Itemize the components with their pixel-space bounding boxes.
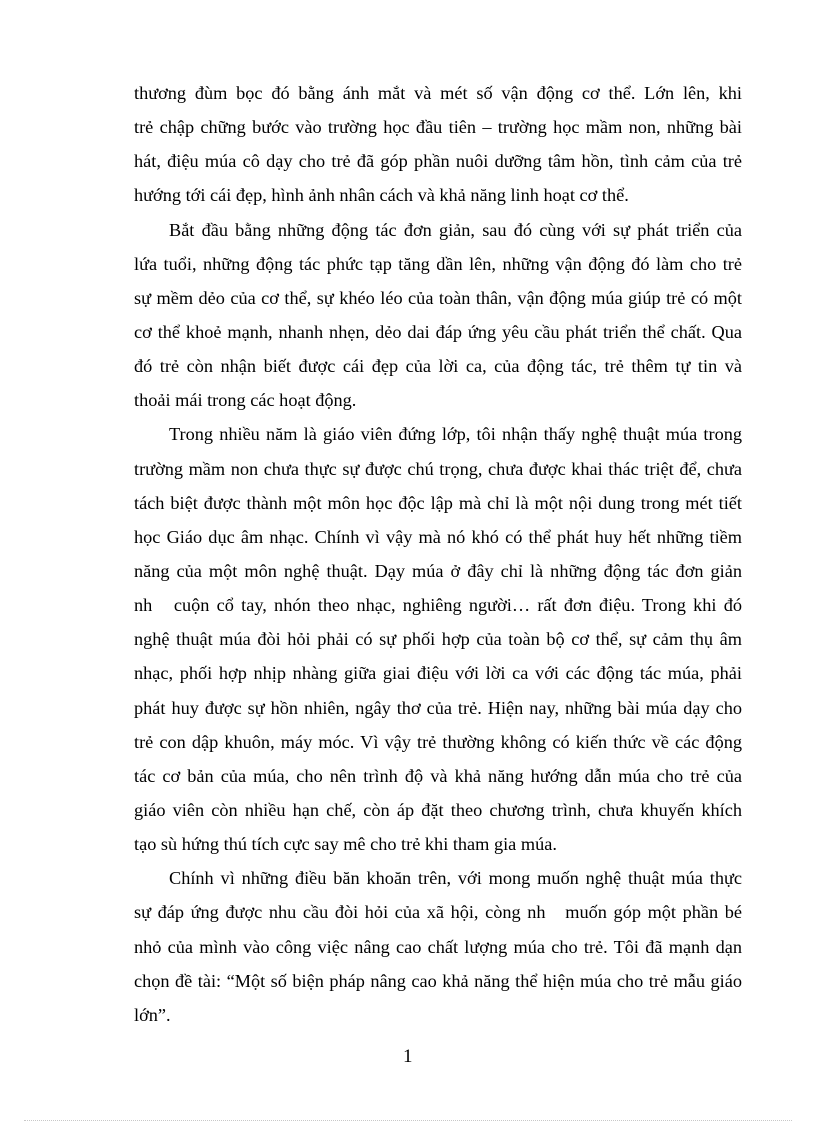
text-line: hát, điệu múa cô dạy cho trẻ đã góp phần nuôi dưỡng tâm hồn, tình cảm của trẻ (134, 151, 742, 172)
text-line: tách biệt được thành một môn học độc lập mà chỉ là một nội dung trong mét tiết (134, 492, 742, 513)
text-line: tạo sù hứng thú tích cực say mê cho trẻ khi tham gia múa. (134, 834, 557, 855)
paragraph-4 (134, 861, 742, 1032)
page-number: 1 (403, 1046, 413, 1067)
text-line: năng của một môn nghệ thuật. Dạy múa ở đây chỉ là những động tác đơn giản (134, 560, 742, 581)
text-line: Bắt đầu bằng những động tác đơn giản, sau đó cùng với sự phát triển của (169, 219, 742, 240)
text-line: phát huy được sự hồn nhiên, ngây thơ của trẻ. Hiện nay, những bài múa dạy cho (134, 697, 742, 718)
text-line: giáo viên còn nhiều hạn chế, còn áp đặt theo chương trình, chưa khuyến khích (134, 799, 742, 820)
text-line: hướng tới cái đẹp, hình ảnh nhân cách và khả năng linh hoạt cơ thể. (134, 185, 629, 206)
text-line: Chính vì những điều băn khoăn trên, với mong muốn nghệ thuật múa thực (169, 868, 742, 889)
text-line: nh cuộn cổ tay, nhón theo nhạc, nghiêng người… rất đơn điệu. Trong khi đó (134, 595, 742, 616)
text-line: sự đáp ứng được nhu cầu đòi hỏi của xã hội, còng nh muốn góp một phần bé (134, 902, 742, 923)
text-line: trẻ con dập khuôn, máy móc. Vì vậy trẻ thường không có kiến thức về các động (134, 731, 742, 752)
text-line: lứa tuổi, những động tác phức tạp tăng dần lên, những vận động đó làm cho trẻ (134, 253, 742, 274)
text-line: nghệ thuật múa đòi hỏi phải có sự phối hợp của toàn bộ cơ thể, sự cảm thụ âm (134, 629, 742, 650)
text-line: chọn đề tài: “Một số biện pháp nâng cao khả năng thể hiện múa cho trẻ mẫu giáo (134, 970, 742, 991)
paragraph-2 (134, 213, 742, 418)
text-line: trẻ chập chững bước vào trường học đầu tiên – trường học mầm non, những bài (134, 117, 742, 138)
text-line: thương đùm bọc đó bằng ánh mắt và mét số vận động cơ thể. Lớn lên, khi (134, 83, 742, 103)
text-line: trường mầm non chưa thực sự được chú trọng, chưa được khai thác triệt để, chưa (134, 458, 742, 479)
text-line: thoải mái trong các hoạt động. (134, 390, 357, 411)
text-line: học Giáo dục âm nhạc. Chính vì vậy mà nó khó có thể phát huy hết những tiềm (134, 526, 742, 547)
text-line: nhỏ của mình vào công việc nâng cao chất lượng múa cho trẻ. Tôi đã mạnh dạn (134, 936, 742, 957)
body-text (134, 76, 742, 1032)
paragraph-1 (134, 76, 742, 213)
text-line: đó trẻ còn nhận biết được cái đẹp của lời ca, của động tác, trẻ thêm tự tin và (134, 356, 742, 377)
text-line: cơ thể khoẻ mạnh, nhanh nhẹn, dẻo dai đáp ứng yêu cầu phát triển thể chất. Qua (134, 321, 742, 342)
text-line: lớn”. (134, 1004, 171, 1025)
text-line: tác cơ bản của múa, cho nên trình độ và khả năng hướng dẫn múa cho trẻ của (134, 765, 742, 786)
text-line: Trong nhiều năm là giáo viên đứng lớp, tôi nhận thấy nghệ thuật múa trong (169, 424, 742, 445)
paragraph-3 (134, 417, 742, 861)
text-line: nhạc, phối hợp nhịp nhàng giữa giai điệu với lời ca với các động tác múa, phải (134, 663, 742, 684)
text-line: sự mềm dẻo của cơ thể, sự khéo léo của toàn thân, vận động múa giúp trẻ có một (134, 287, 742, 308)
page-bottom-divider (24, 1120, 792, 1121)
